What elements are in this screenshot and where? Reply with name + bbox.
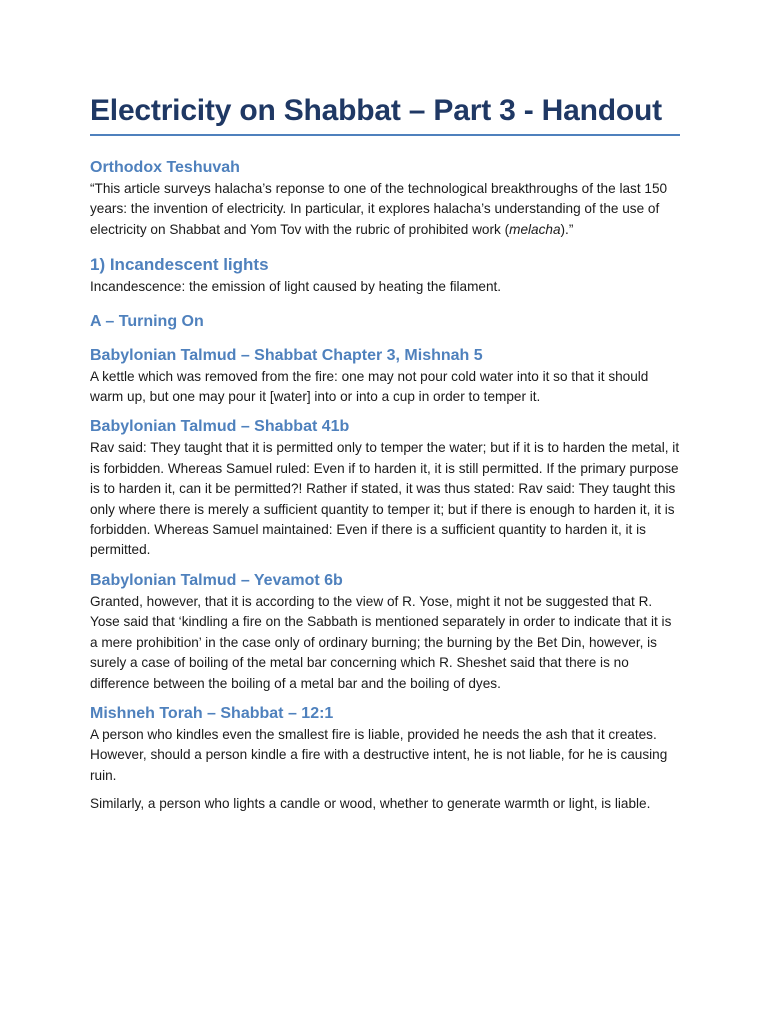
source-text-mishneh-torah-2: Similarly, a person who lights a candle or wood, whether to generate warmth or light, is liable. bbox=[90, 796, 651, 812]
quote-text-start: “This article surveys halacha’s reponse to one of the technological breakthroughs of the last 150 years: the invention of electricity. In particular, it explores halacha’s understanding of the use of electricity on Shabbat and Yom Tov with the rubric of prohibited work ( bbox=[90, 181, 668, 237]
section-heading-orthodox-teshuvah: Orthodox Teshuvah bbox=[90, 159, 240, 176]
source-heading-shabbat-mishnah: Babylonian Talmud – Shabbat Chapter 3, Mishnah 5 bbox=[90, 346, 483, 364]
subsection-heading-turning-on: A – Turning On bbox=[90, 312, 204, 330]
source-text-yevamot-6b: Granted, however, that it is according to the view of R. Yose, might it not be suggested that R. Yose said that ‘kindling a fire on the Sabbath is mentioned separately in order to indicate that it is a mere prohibition’ in the case only of ordinary burning; the burning by the Bet Din, however, is surely a case of boiling of the metal bar concerning which R. Sheshet said that there is no difference between the boiling of a metal bar and the boiling of dyes. bbox=[90, 593, 672, 691]
source-heading-yevamot-6b: Babylonian Talmud – Yevamot 6b bbox=[90, 571, 343, 589]
source-text-shabbat-mishnah: A kettle which was removed from the fire: one may not pour cold water into it so that it should warm up, but one may pour it [water] into or into a cup in order to temper it. bbox=[90, 368, 649, 405]
source-heading-shabbat-41b: Babylonian Talmud – Shabbat 41b bbox=[90, 418, 350, 436]
orthodox-teshuvah-quote bbox=[90, 179, 680, 240]
source-text-mishneh-torah-1: A person who kindles even the smallest fire is liable, provided he needs the ash that it creates. However, should a person kindle a fire with a destructive intent, he is not liable, for he is causing ruin. bbox=[90, 726, 668, 783]
source-heading-mishneh-torah: Mishneh Torah – Shabbat – 12:1 bbox=[90, 704, 334, 722]
section-heading-incandescent-lights: 1) Incandescent lights bbox=[90, 255, 269, 275]
source-text-shabbat-41b: Rav said: They taught that it is permitted only to temper the water; but if it is to harden the metal, it is forbidden. Whereas Samuel ruled: Even if to harden it, it is still permitted. If the primary purpose is to harden it, can it be permitted?! Rather if stated, it was thus stated: Rav said: They taught this only where there is merely a sufficient quantity to temper it; but if there is enough to harden it, it is forbidden. Whereas Samuel maintained: Even if there is a sufficient quantity to harden it, it is permitted. bbox=[90, 440, 680, 558]
page-title: Electricity on Shabbat – Part 3 - Handout bbox=[90, 92, 680, 136]
quote-text-end: ).” bbox=[560, 221, 574, 237]
quote-italic-term: melacha bbox=[509, 221, 561, 237]
incandescence-definition: Incandescence: the emission of light caused by heating the filament. bbox=[90, 279, 502, 295]
handout-content bbox=[90, 92, 680, 815]
